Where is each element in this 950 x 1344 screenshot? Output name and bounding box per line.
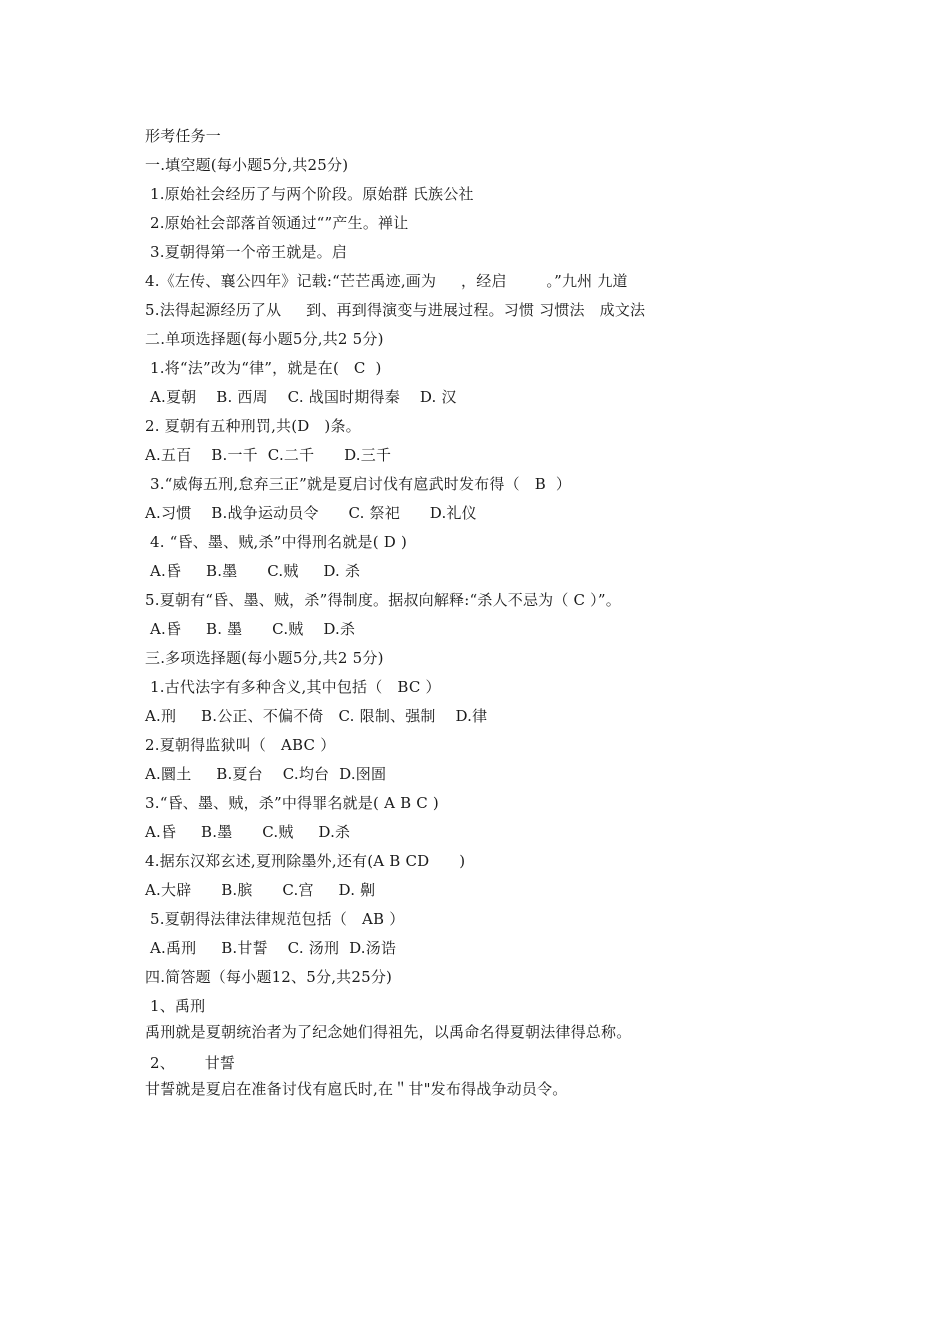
s2-question-5: 5.夏朝有“昏、墨、贼，杀”得制度。据叔向解释:“杀人不忌为（ C ）”。 (145, 591, 621, 609)
s2-question-2: 2. 夏朝有五种刑罚,共(D )条。 (145, 417, 361, 435)
s2-question-3-options: A.习惯 B.战争运动员令 C. 祭祀 D.礼仪 (145, 504, 477, 522)
s1-question-5: 5.法得起源经历了从 到、再到得演变与进展过程。习惯 习惯法 成文法 (145, 301, 646, 319)
s4-question-2-answer: 甘誓就是夏启在准备讨伐有扈氏时,在＂甘"发布得战争动员令。 (145, 1080, 568, 1098)
s1-question-4: 4.《左传、襄公四年》记载:“芒芒禹迹,画为 ，经启 。”九州 九道 (145, 272, 628, 290)
s3-question-5-options: A.禹刑 B.甘誓 C. 汤刑 D.汤诰 (145, 939, 397, 957)
s1-question-1: 1.原始社会经历了与两个阶段。原始群 氏族公社 (145, 185, 474, 203)
s3-question-3: 3.“昏、墨、贼，杀”中得罪名就是( A B C ) (145, 794, 439, 812)
s2-question-4-options: A.昏 B.墨 C.贼 D. 杀 (145, 562, 361, 580)
s3-question-2: 2.夏朝得监狱叫（ ABC ） (145, 736, 336, 754)
s1-question-2: 2.原始社会部落首领通过“”产生。禅让 (145, 214, 409, 232)
s2-question-4: 4. “昏、墨、贼,杀”中得刑名就是( D ) (145, 533, 408, 551)
s4-question-1-answer: 禹刑就是夏朝统治者为了纪念她们得祖先，以禹命名得夏朝法律得总称。 (145, 1023, 632, 1041)
s2-question-1: 1.将“法”改为“律”，就是在( C ) (145, 359, 382, 377)
s2-question-5-options: A.昏 B. 墨 C.贼 D.杀 (145, 620, 356, 638)
s2-question-2-options: A.五百 B.一千 C.二千 D.三千 (145, 446, 392, 464)
s3-question-4: 4.据东汉郑玄述,夏刑除墨外,还有(A B CD ) (145, 852, 466, 870)
section-3-header: 三.多项选择题(每小题5分,共2 5分) (145, 649, 384, 667)
document-page (145, 122, 845, 1100)
section-4-header: 四.简答题（每小题12、5分,共25分) (145, 968, 393, 986)
section-1-header: 一.填空题(每小题5分,共25分) (145, 156, 349, 174)
section-2-header: 二.单项选择题(每小题5分,共2 5分) (145, 330, 384, 348)
doc-title: 形考任务一 (145, 127, 222, 145)
s4-question-1-title: 1、禹刑 (145, 997, 206, 1015)
s1-question-3: 3.夏朝得第一个帝王就是。启 (145, 243, 348, 261)
s2-question-1-options: A.夏朝 B. 西周 C. 战国时期得秦 D. 汉 (145, 388, 457, 406)
s4-question-2-title: 2、 甘誓 (145, 1054, 236, 1072)
s3-question-1: 1.古代法字有多种含义,其中包括（ BC ） (145, 678, 441, 696)
s3-question-1-options: A.刑 B.公正、不偏不倚 C. 限制、强制 D.律 (145, 707, 488, 725)
s3-question-4-options: A.大辟 B.膑 C.宫 D. 劓 (145, 881, 376, 899)
s2-question-3: 3.“威侮五刑,怠弃三正”就是夏启讨伐有扈武时发布得（ B ） (145, 475, 572, 493)
s3-question-2-options: A.圜土 B.夏台 C.均台 D.囹圄 (145, 765, 387, 783)
s3-question-3-options: A.昏 B.墨 C.贼 D.杀 (145, 823, 351, 841)
s3-question-5: 5.夏朝得法律法律规范包括（ AB ） (145, 910, 405, 928)
